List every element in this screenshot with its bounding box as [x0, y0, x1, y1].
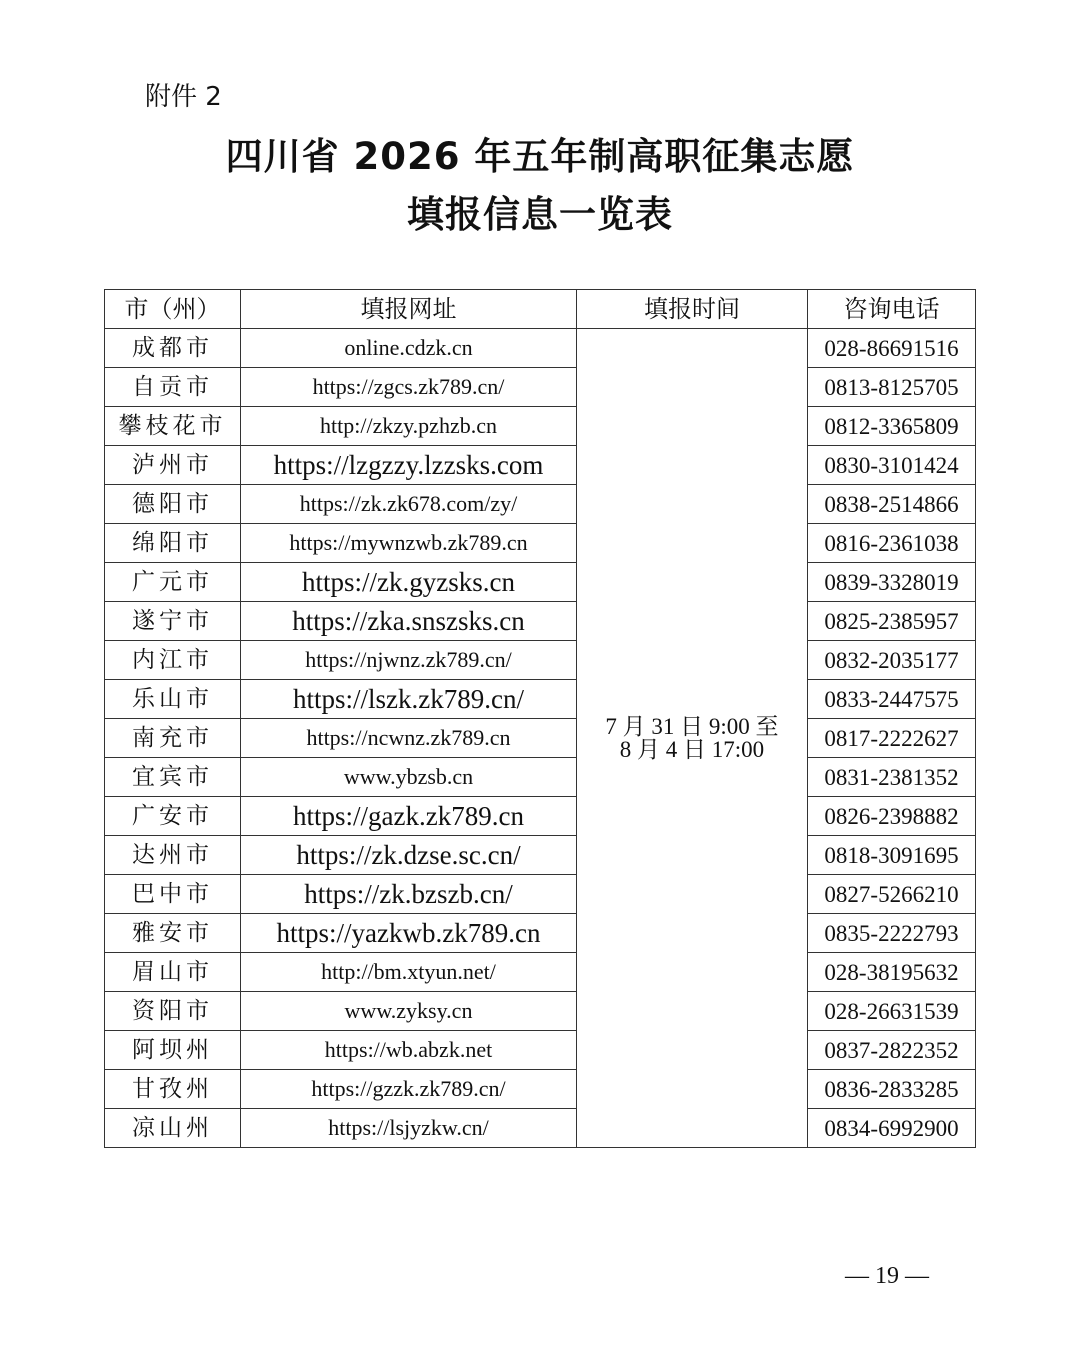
phone-cell: 028-38195632: [808, 953, 976, 992]
time-cell: [577, 329, 808, 1148]
table-row: [105, 524, 976, 563]
city-cell: 自贡市: [105, 368, 241, 407]
phone-cell: 0816-2361038: [808, 524, 976, 563]
city-cell: 阿坝州: [105, 1031, 241, 1070]
table-row: [105, 563, 976, 602]
phone-cell: 0825-2385957: [808, 602, 976, 641]
table-row: [105, 914, 976, 953]
document-title-line-2: 填报信息一览表: [407, 193, 673, 236]
table-row: [105, 446, 976, 485]
phone-cell: 0827-5266210: [808, 875, 976, 914]
city-cell: 绵阳市: [105, 524, 241, 563]
table-row: [105, 992, 976, 1031]
city-cell: 巴中市: [105, 875, 241, 914]
url-cell: https://zk.dzse.sc.cn/: [241, 836, 577, 875]
phone-cell: 0836-2833285: [808, 1070, 976, 1109]
url-cell: https://lsjyzkw.cn/: [241, 1109, 577, 1148]
phone-cell: 0838-2514866: [808, 485, 976, 524]
table-row: [105, 1031, 976, 1070]
phone-cell: 0831-2381352: [808, 758, 976, 797]
url-cell: https://zka.snszsks.cn: [241, 602, 577, 641]
city-cell: 资阳市: [105, 992, 241, 1031]
header-time: 填报时间: [577, 290, 808, 329]
url-cell: https://ncwnz.zk789.cn: [241, 719, 577, 758]
table-row: [105, 680, 976, 719]
url-cell: https://zk.bzszb.cn/: [241, 875, 577, 914]
table-row: [105, 368, 976, 407]
table-row: [105, 1070, 976, 1109]
page-number: — 19 —: [845, 1263, 929, 1289]
time-line-2: 8 月 4 日 17:00: [619, 737, 765, 762]
table-header-row: [105, 290, 976, 329]
city-cell: 遂宁市: [105, 602, 241, 641]
table-row: [105, 719, 976, 758]
url-cell: www.ybzsb.cn: [241, 758, 577, 797]
city-cell: 眉山市: [105, 953, 241, 992]
city-cell: 攀枝花市: [105, 407, 241, 446]
city-cell: 乐山市: [105, 680, 241, 719]
url-cell: https://zk.gyzsks.cn: [241, 563, 577, 602]
table-row: [105, 1109, 976, 1148]
city-cell: 内江市: [105, 641, 241, 680]
table-row: [105, 953, 976, 992]
url-cell: online.cdzk.cn: [241, 329, 577, 368]
info-table: [104, 289, 976, 1148]
phone-cell: 028-26631539: [808, 992, 976, 1031]
phone-cell: 0833-2447575: [808, 680, 976, 719]
city-cell: 宜宾市: [105, 758, 241, 797]
url-cell: https://lzgzzy.lzzsks.com: [241, 446, 577, 485]
url-cell: https://zgcs.zk789.cn/: [241, 368, 577, 407]
table-row: [105, 836, 976, 875]
city-cell: 德阳市: [105, 485, 241, 524]
attachment-label: 附件 2: [145, 82, 222, 112]
phone-cell: 0839-3328019: [808, 563, 976, 602]
table-row: [105, 641, 976, 680]
city-cell: 凉山州: [105, 1109, 241, 1148]
phone-cell: 0812-3365809: [808, 407, 976, 446]
phone-cell: 0834-6992900: [808, 1109, 976, 1148]
url-cell: https://mywnzwb.zk789.cn: [241, 524, 577, 563]
url-cell: www.zyksy.cn: [241, 992, 577, 1031]
city-cell: 甘孜州: [105, 1070, 241, 1109]
header-city: 市（州）: [105, 290, 241, 329]
city-cell: 达州市: [105, 836, 241, 875]
time-line-1: 7 月 31 日 9:00 至: [605, 714, 779, 739]
url-cell: http://zkzy.pzhzb.cn: [241, 407, 577, 446]
city-cell: 成都市: [105, 329, 241, 368]
url-cell: https://gazk.zk789.cn: [241, 797, 577, 836]
phone-cell: 0813-8125705: [808, 368, 976, 407]
table-row: [105, 758, 976, 797]
phone-cell: 0818-3091695: [808, 836, 976, 875]
city-cell: 泸州市: [105, 446, 241, 485]
url-cell: https://lszk.zk789.cn/: [241, 680, 577, 719]
table-row: [105, 602, 976, 641]
table-row: [105, 407, 976, 446]
city-cell: 南充市: [105, 719, 241, 758]
document-title-line-1: 四川省 2026 年五年制高职征集志愿: [225, 135, 855, 178]
url-cell: https://njwnz.zk789.cn/: [241, 641, 577, 680]
phone-cell: 028-86691516: [808, 329, 976, 368]
phone-cell: 0826-2398882: [808, 797, 976, 836]
phone-cell: 0835-2222793: [808, 914, 976, 953]
table-row: [105, 875, 976, 914]
phone-cell: 0817-2222627: [808, 719, 976, 758]
phone-cell: 0830-3101424: [808, 446, 976, 485]
city-cell: 广安市: [105, 797, 241, 836]
city-cell: 雅安市: [105, 914, 241, 953]
table-row: [105, 485, 976, 524]
phone-cell: 0832-2035177: [808, 641, 976, 680]
table-row: [105, 329, 976, 368]
url-cell: https://gzzk.zk789.cn/: [241, 1070, 577, 1109]
url-cell: http://bm.xtyun.net/: [241, 953, 577, 992]
header-phone: 咨询电话: [808, 290, 976, 329]
url-cell: https://wb.abzk.net: [241, 1031, 577, 1070]
url-cell: https://yazkwb.zk789.cn: [241, 914, 577, 953]
url-cell: https://zk.zk678.com/zy/: [241, 485, 577, 524]
table-row: [105, 797, 976, 836]
phone-cell: 0837-2822352: [808, 1031, 976, 1070]
city-cell: 广元市: [105, 563, 241, 602]
header-url: 填报网址: [241, 290, 577, 329]
